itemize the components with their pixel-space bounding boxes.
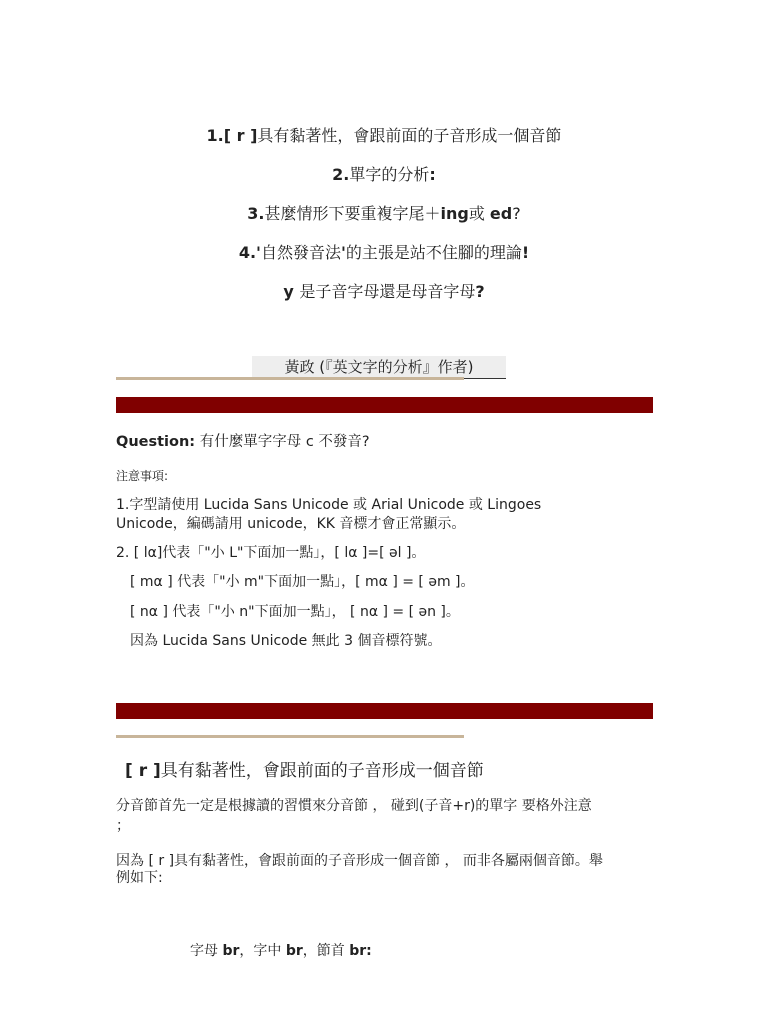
toc-item-3[interactable] [0, 203, 768, 225]
divider-rule [116, 735, 464, 738]
toc-item-2-text: 單字的分析 [349, 165, 430, 184]
toc-item-4-mid: ' [340, 243, 346, 262]
toc-item-4-text2: 的主張是站不住腳的理論 [345, 243, 522, 262]
toc-item-5[interactable] [0, 281, 768, 303]
section-divider-bar [116, 703, 653, 719]
examples-text-a: 字母 [190, 943, 223, 959]
toc-item-2-prefix: 2. [332, 165, 350, 184]
toc-item-3-ing: ing [440, 204, 469, 223]
examples-bold-f: br: [349, 943, 372, 959]
toc-item-4-text: 自然發音法 [260, 243, 341, 262]
toc-item-2[interactable] [0, 164, 768, 186]
examples-line [190, 940, 372, 960]
section-heading-text: 具有黏著性，會跟前面的子音形成一個音節 [160, 761, 484, 781]
examples-text-e: ，節首 [302, 943, 350, 959]
toc-item-3-mid: 或 [468, 204, 490, 223]
question-text: 有什麼單字字母 c 不發音? [199, 434, 370, 450]
note-line-1: 1.字型請使用 Lucida Sans Unicode 或 Arial Unicode 或 Lingoes [116, 497, 542, 513]
examples-bold-b: br [222, 943, 240, 959]
toc-item-2-suffix: : [429, 165, 436, 184]
toc-item-5-text: 是子音字母還是母音字母 [299, 282, 476, 301]
section-heading-bold: [ r ] [125, 761, 161, 781]
toc-item-1-prefix: 1.[ r ] [206, 126, 258, 145]
note-line-3: 2. [ lα]代表「"小 L"下面加一點」，[ lα ]=[ əl ]。 [116, 545, 426, 561]
toc-item-4-suffix: ! [521, 243, 530, 262]
toc-item-1-text: 具有黏著性，會跟前面的子音形成一個音節 [257, 126, 562, 145]
toc-item-1[interactable] [0, 125, 768, 147]
notes-title: 注意事項: [116, 469, 169, 483]
toc-item-4-prefix: 4.' [238, 243, 261, 262]
note-line-4: [ mα ] 代表「"小 m"下面加一點」，[ mα ] = [ əm ]。 [130, 574, 475, 590]
paragraph-2-line-2: 例如下: [116, 870, 163, 886]
toc-item-3-ed: ed [489, 204, 513, 223]
question-label: Question: [116, 434, 196, 450]
toc-item-3-prefix: 3. [247, 204, 265, 223]
note-line-6: 因為 Lucida Sans Unicode 無此 3 個音標符號。 [130, 633, 442, 649]
section-divider-bar [116, 397, 653, 413]
toc-item-4[interactable] [0, 242, 768, 264]
section-heading [125, 756, 484, 781]
toc-item-3-suffix: ? [512, 204, 521, 223]
note-line-2: Unicode，編碼請用 unicode，KK 音標才會正常顯示。 [116, 516, 466, 532]
toc-item-3-text: 甚麼情形下要重複字尾＋ [264, 204, 441, 223]
examples-bold-d: br [285, 943, 303, 959]
paragraph-1-line-2: ； [116, 818, 130, 834]
question-line [116, 430, 370, 451]
paragraph-2-line-1: 因為 [ r ]具有黏著性，會跟前面的子音形成一個音節 ， 而非各屬兩個音節。舉 [116, 853, 603, 869]
note-line-5: [ nα ] 代表「"小 n"下面加一點」， [ nα ] = [ ən ]。 [130, 604, 460, 620]
toc-item-5-prefix: y [283, 282, 300, 301]
paragraph-1-line-1: 分音節首先一定是根據讀的習慣來分音節 ， 碰到(子音+r)的單字 要格外注意 [116, 798, 592, 814]
divider-rule [116, 377, 464, 380]
toc-item-5-suffix: ? [475, 282, 485, 301]
author-credit: 黃政 (『英文字的分析』作者) [252, 356, 506, 379]
examples-text-c: ，字中 [239, 943, 286, 959]
